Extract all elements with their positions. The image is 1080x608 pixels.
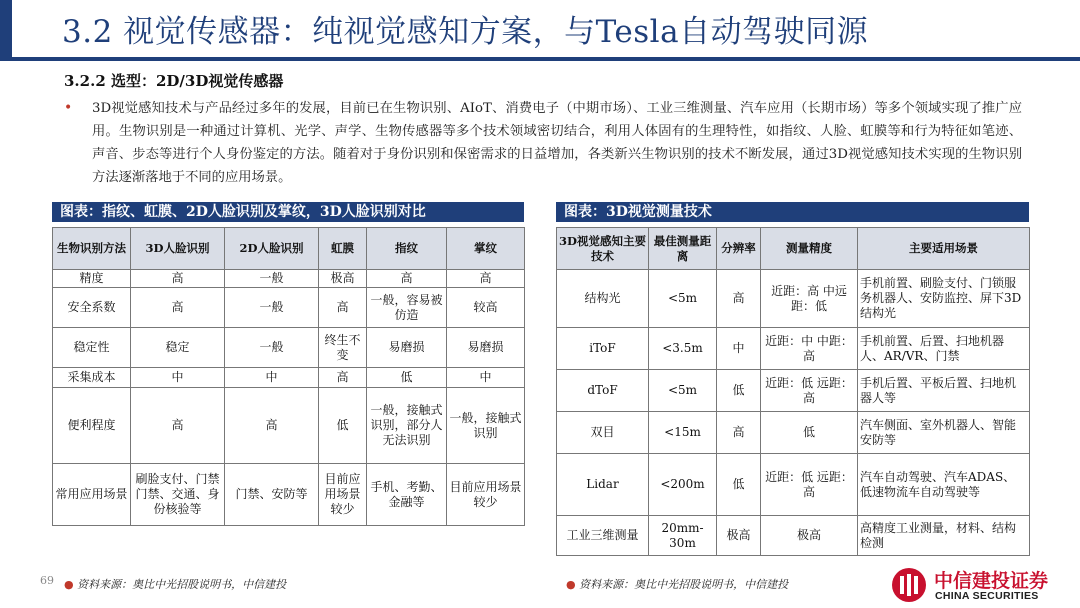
company-logo [892,566,1072,604]
table-row [53,328,525,368]
table-cell: 高 [447,270,525,288]
table-cell: 手机前置、刷脸支付、门锁服务机器人、安防监控、屏下3D结构光 [858,270,1030,328]
table-cell: 手机、考勤、金融等 [367,464,447,526]
table-header-row [53,228,525,270]
table-cell: 低 [761,412,858,454]
table-cell: 手机前置、后置、扫地机器人、AR/VR、门禁 [858,328,1030,370]
table-row [53,368,525,388]
table-cell: 近距：低 远距：高 [761,454,858,516]
table-cell: <5m [649,270,717,328]
table-cell: <200m [649,454,717,516]
bullet-icon: ● [64,578,78,591]
page-number: 69 [40,574,54,587]
table-cell: <3.5m [649,328,717,370]
header-cell: 指纹 [367,228,447,270]
table-cell: Lidar [557,454,649,516]
header-cell: 掌纹 [447,228,525,270]
table-cell: 低 [367,368,447,388]
table-cell: 工业三维测量 [557,516,649,556]
table-cell: 目前应用场景较少 [447,464,525,526]
table-cell: 稳定 [131,328,225,368]
right-table-caption: 图表：3D视觉测量技术 [556,202,1029,222]
table-cell: 中 [447,368,525,388]
table-cell: 一般 [225,328,319,368]
title-accent-bar [0,0,12,57]
table-row [53,464,525,526]
table-row [557,454,1030,516]
table-cell: 精度 [53,270,131,288]
table-row [557,412,1030,454]
table-cell: 近距：中 中距：高 [761,328,858,370]
table-cell: 高 [131,288,225,328]
table-row [53,270,525,288]
table-cell: 中 [131,368,225,388]
table-cell: 高 [367,270,447,288]
source-text: 资料来源：奥比中光招股说明书，中信建投 [77,578,287,591]
header-cell: 主要适用场景 [858,228,1030,270]
table-cell: 近距：高 中远距：低 [761,270,858,328]
source-text: 资料来源：奥比中光招股说明书，中信建投 [579,578,789,591]
table-cell: 双目 [557,412,649,454]
table-cell: 结构光 [557,270,649,328]
bullet-icon: • [64,100,73,116]
table-cell: 低 [319,388,367,464]
table-cell: 高 [319,288,367,328]
table-cell: 一般，接触式识别，部分人无法识别 [367,388,447,464]
table-cell: 中 [717,328,761,370]
intro-paragraph: 3D视觉感知技术与产品经过多年的发展，目前已在生物识别、AIoT、消费电子（中期市场）、工业三维测量、汽车应用（长期市场）等多个领域实现了推广应用。生物识别是一种通过计算机、光学、声学、生物传感器等多个技术领域密切结合，利用人体固有的生理特性，如指纹、人脸、虹膜等和行为特征如笔迹、声音、步态等进行个人身份鉴定的方法。随着对于身份识别和保密需求的日益增加，各类新兴生物识别的技术不断发展，通过3D视觉感知技术实现的生物识别方法逐渐落地于不同的应用场景。 [92,101,1022,185]
table-cell: 目前应用场景较少 [319,464,367,526]
table-cell: 高 [131,270,225,288]
table-cell: <5m [649,370,717,412]
biometric-comparison-table [52,227,525,526]
table-cell: 便利程度 [53,388,131,464]
table-row [53,288,525,328]
table-cell: 中 [225,368,319,388]
table-cell: 易磨损 [367,328,447,368]
bullet-icon: ● [566,578,580,591]
table-cell: <15m [649,412,717,454]
table-cell: 高精度工业测量，材料、结构检测 [858,516,1030,556]
table-cell: 手机后置、平板后置、扫地机器人等 [858,370,1030,412]
table-cell: 高 [319,368,367,388]
table-row [557,516,1030,556]
table-cell: 常用应用场景 [53,464,131,526]
page-title: 3.2 视觉传感器：纯视觉感知方案，与Tesla自动驾驶同源 [62,14,869,50]
table-cell: iToF [557,328,649,370]
table-cell: 安全系数 [53,288,131,328]
table-cell: 一般 [225,270,319,288]
table-cell: 刷脸支付、门禁门禁、交通、身份核验等 [131,464,225,526]
table-cell: 较高 [447,288,525,328]
header-cell: 虹膜 [319,228,367,270]
table-cell: 汽车自动驾驶、汽车ADAS、低速物流车自动驾驶等 [858,454,1030,516]
table-row [557,328,1030,370]
left-table-caption: 图表：指纹、虹膜、2D人脸识别及掌纹，3D人脸识别对比 [52,202,524,222]
title-underline [0,57,1080,61]
3d-vision-measurement-table [556,227,1030,556]
logo-emblem-icon [892,568,926,602]
table-cell: 极高 [761,516,858,556]
table-cell: 近距：低 远距：高 [761,370,858,412]
table-cell: 低 [717,454,761,516]
table-cell: 高 [131,388,225,464]
header-cell: 分辨率 [717,228,761,270]
header-cell: 最佳测量距离 [649,228,717,270]
section-subtitle: 3.2.2 选型：2D/3D视觉传感器 [64,72,284,90]
logo-text-cn: 中信建投证券 [934,570,1049,592]
table-cell: 20mm-30m [649,516,717,556]
table-cell: 低 [717,370,761,412]
table-cell: dToF [557,370,649,412]
table-cell: 稳定性 [53,328,131,368]
left-source-note [64,576,286,592]
header-cell: 2D人脸识别 [225,228,319,270]
table-cell: 高 [717,412,761,454]
table-cell: 一般 [225,288,319,328]
table-cell: 汽车侧面、室外机器人、智能安防等 [858,412,1030,454]
header-cell: 3D人脸识别 [131,228,225,270]
table-cell: 一般，接触式识别 [447,388,525,464]
table-row [53,388,525,464]
right-source-note [566,576,788,592]
table-cell: 极高 [717,516,761,556]
table-cell: 门禁、安防等 [225,464,319,526]
table-cell: 高 [225,388,319,464]
table-cell: 一般，容易被仿造 [367,288,447,328]
logo-text-en: CHINA SECURITIES [935,590,1039,602]
table-cell: 易磨损 [447,328,525,368]
table-cell: 高 [717,270,761,328]
header-cell: 测量精度 [761,228,858,270]
table-cell: 采集成本 [53,368,131,388]
header-cell: 生物识别方法 [53,228,131,270]
table-cell: 极高 [319,270,367,288]
table-cell: 终生不变 [319,328,367,368]
table-header-row [557,228,1030,270]
header-cell: 3D视觉感知主要技术 [557,228,649,270]
table-row [557,370,1030,412]
table-row [557,270,1030,328]
